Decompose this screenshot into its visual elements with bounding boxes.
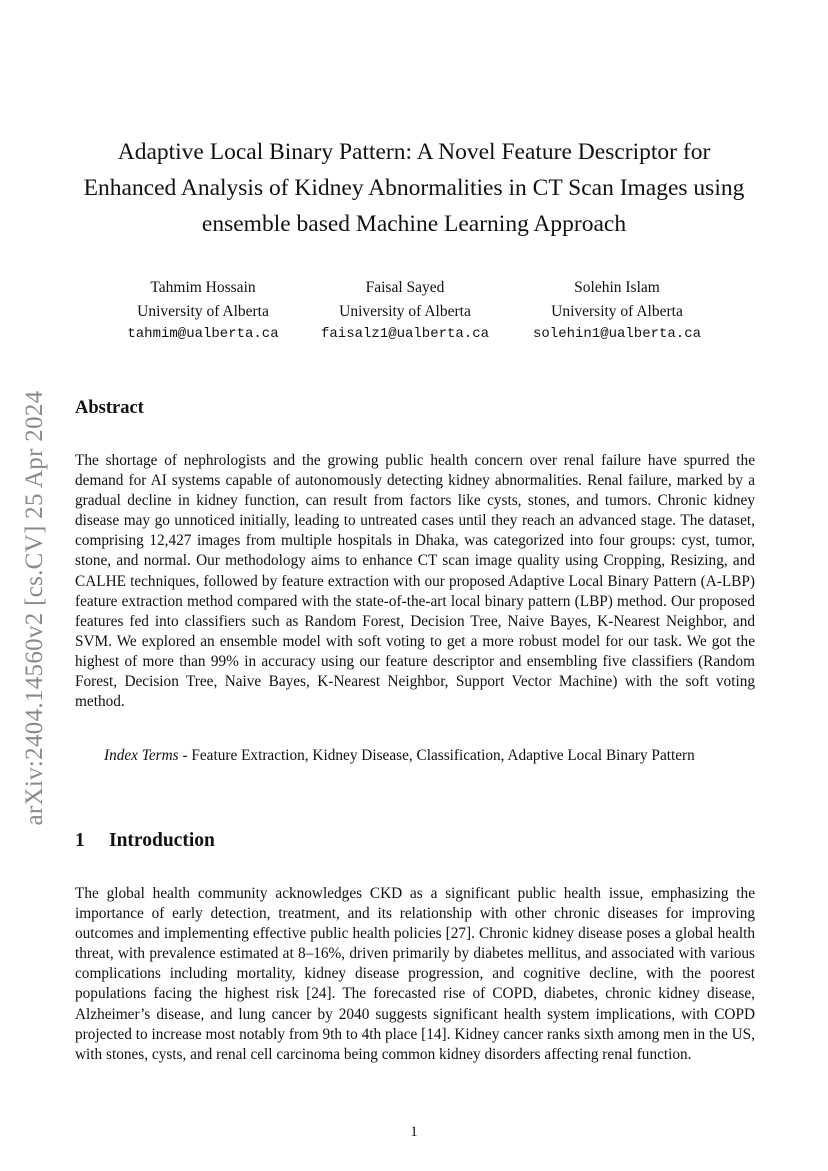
title-line: Adaptive Local Binary Pattern: A Novel Feature Descriptor for: [117, 139, 711, 165]
author-name: Tahmim Hossain: [150, 279, 256, 296]
title-line: Enhanced Analysis of Kidney Abnormalities in CT Scan Images using: [83, 175, 745, 201]
author-block: [533, 276, 701, 347]
index-terms-text: - Feature Extraction, Kidney Disease, Classification, Adaptive Local Binary Pattern: [178, 747, 695, 764]
index-terms-label: Index Terms: [104, 747, 179, 764]
introduction-paragraph: The global health community acknowledges CKD as a significant public health issue, emphasizing the importance of early detection, treatment, and its relationship with other chronic diseases for improving outcomes and implementing effective public health policies [27]. Chronic kidney disease poses a global health threat, with prevalence estimated at 8–16%, driven primarily by diabetes mellitus, and associated with various complications including mortality, kidney disease progression, and cognitive decline, with the poorest populations facing the highest risk [24]. The forecasted rise of COPD, diabetes, chronic kidney disease, Alzheimer’s disease, and lung cancer by 2040 suggests significant health system implications, with COPD projected to increase most notably from 9th to 4th place [14]. Kidney cancer ranks sixth among men in the US, with stones, cysts, and renal cell carcinoma being common kidney disorders affecting renal function.: [75, 885, 755, 1063]
arxiv-identifier-stamp: arXiv:2404.14560v2 [cs.CV] 25 Apr 2024: [21, 390, 48, 826]
author-email[interactable]: tahmim@ualberta.ca: [127, 326, 279, 342]
section-heading-introduction: [75, 830, 215, 852]
author-email[interactable]: solehin1@ualberta.ca: [532, 326, 702, 342]
author-name: Faisal Sayed: [365, 279, 445, 296]
author-block: [127, 276, 278, 347]
author-block: [321, 276, 489, 347]
author-affiliation: University of Alberta: [551, 302, 683, 320]
author-name: Solehin Islam: [574, 279, 660, 296]
author-affiliation: University of Alberta: [137, 302, 269, 320]
section-title: Introduction: [109, 830, 215, 851]
section-number: 1: [75, 830, 85, 851]
abstract-heading: Abstract: [75, 398, 144, 418]
abstract-paragraph: The shortage of nephrologists and the growing public health concern over renal failure have spurred the demand for AI systems capable of autonomously detecting kidney abnormalities. Renal failure, marked by a gradual decline in kidney function, can result from factors like cysts, stones, and tumors. Chronic kidney disease may go unnoticed initially, leading to untreated cases until they reach an advanced stage. The dataset, comprising 12,427 images from multiple hospitals in Dhaka, was categorized into four groups: cyst, tumor, stone, and normal. Our methodology aims to enhance CT scan image quality using Cropping, Resizing, and CALHE techniques, followed by feature extraction with our proposed Adaptive Local Binary Pattern (A-LBP) feature extraction method compared with the state-of-the-art local binary pattern (LBP) method. Our proposed features fed into classifiers such as Random Forest, Decision Tree, Naive Bayes, K-Nearest Neighbor, and SVM. We explored an ensemble model with soft voting to get a more robust model for our task. We got the highest of more than 99% in accuracy using our feature descriptor and ensembling five classifiers (Random Forest, Decision Tree, Naive Bayes, K-Nearest Neighbor, Support Vector Machine) with the soft voting method.: [75, 452, 755, 711]
author-affiliation: University of Alberta: [339, 302, 471, 320]
paper-title: [60, 134, 768, 242]
author-email[interactable]: faisalz1@ualberta.ca: [320, 326, 490, 342]
title-line: ensemble based Machine Learning Approach: [201, 211, 627, 237]
index-terms: [75, 746, 755, 766]
page-number: 1: [410, 1124, 418, 1140]
